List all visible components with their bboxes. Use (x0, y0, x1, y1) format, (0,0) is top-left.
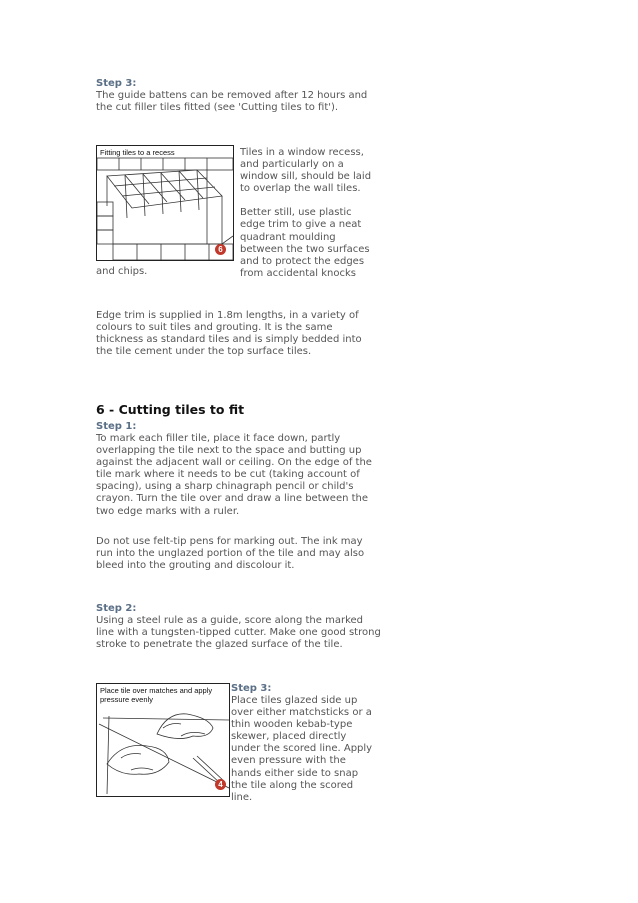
edge-trim-paragraph (96, 310, 378, 358)
section-heading: 6 - Cutting tiles to fit (96, 402, 245, 417)
figure-badge: 6 (215, 244, 226, 255)
caption-line2: pressure evenly (100, 695, 153, 704)
figure-caption: Fitting tiles to a recess (100, 148, 175, 157)
recess-para2: Better still, use plastic edge trim to give a neat quadrant moulding between the two surfaces and to protect the edges from accidental knocks (240, 207, 370, 279)
felt-tip-note (96, 536, 381, 572)
cutting-step3 (231, 683, 376, 804)
step-text: To mark each filler tile, place it face down, partly overlapping the tile next to the space and butting up against the adjacent wall or ceiling. On the edge of the tile mark where it needs to be cut (taking account of spacing), using a sharp chinagraph pencil or child's crayon. Turn the tile over and draw a line between the two edge marks with a ruler. (96, 433, 372, 517)
step-text: Place tiles glazed side up over either matchsticks or a thin wooden kebab-type skewer, placed directly under the scored line. Apply even pressure with the hands either side to snap the tile along the scored line. (231, 695, 373, 803)
recess-para2-end: and chips. (96, 266, 148, 277)
step-text: The guide battens can be removed after 12 hours and the cut filler tiles fitted (see 'Cutting tiles to fit'). (96, 90, 368, 114)
cutting-step2 (96, 603, 381, 651)
step-text: Using a steel rule as a guide, score along the marked line with a tungsten-tipped cutter. Make one good strong stroke to penetrate the glazed surface of the tile. (96, 615, 381, 651)
step-label: Step 2: (96, 603, 137, 614)
step-label: Step 3: (96, 78, 137, 89)
recess-drawing (97, 146, 233, 260)
step3-guide-battens (96, 78, 371, 114)
recess-text (240, 147, 378, 280)
recess-para2-continued (96, 266, 378, 278)
recess-para1: Tiles in a window recess, and particularly on a window sill, should be laid to overlap the wall tiles. (240, 147, 372, 195)
snap-tile-illustration (96, 683, 230, 797)
figure-badge: 4 (215, 779, 226, 790)
step-label: Step 3: (231, 683, 272, 694)
note-text: Do not use felt-tip pens for marking out. The ink may run into the unglazed portion of the tile and may also bleed into the grouting and discolour it. (96, 536, 365, 572)
caption-line1: Place tile over matches and apply (100, 686, 213, 695)
cutting-step1 (96, 421, 381, 518)
recess-illustration (96, 145, 234, 261)
snap-tile-drawing (97, 684, 229, 796)
step-label: Step 1: (96, 421, 137, 432)
edge-trim-text: Edge trim is supplied in 1.8m lengths, in a variety of colours to suit tiles and grouting. It is the same thickness as standard tiles and is simply bedded into the tile cement under the top surface tiles. (96, 310, 362, 358)
